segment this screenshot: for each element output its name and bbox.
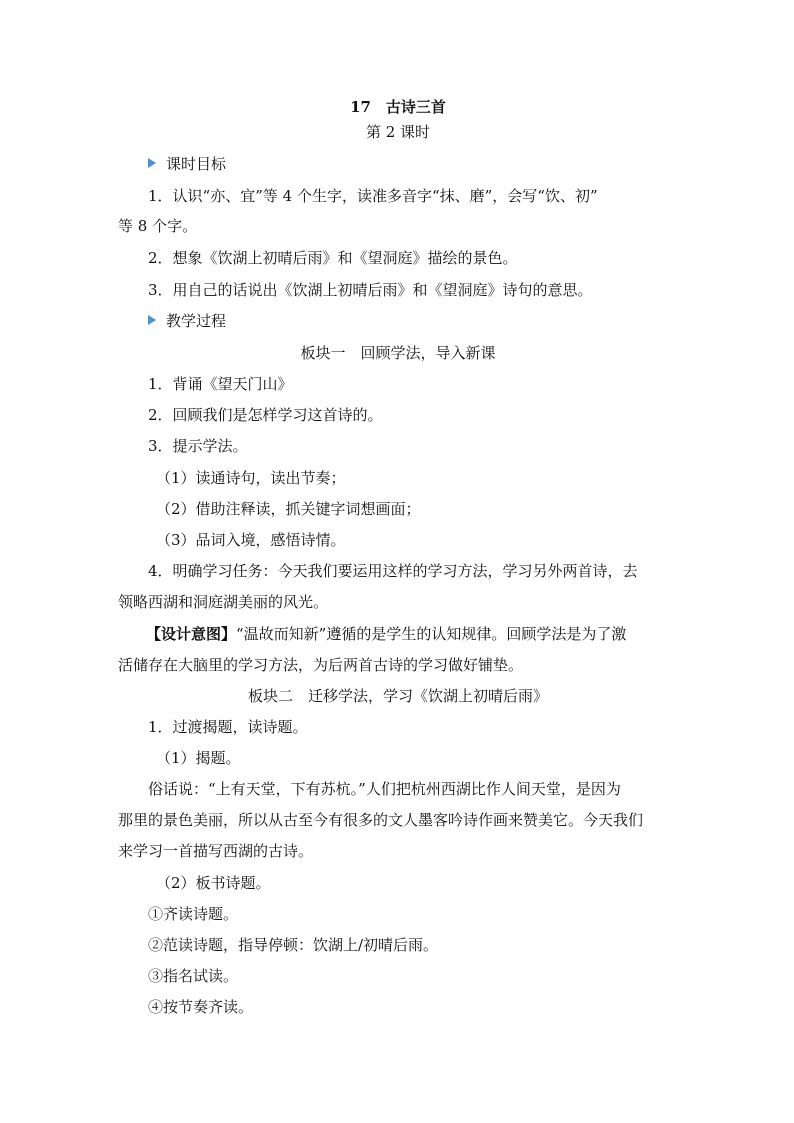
- block1-line: （2）借助注释读，抓关键字词想画面；: [156, 500, 421, 518]
- lesson-subtitle: 第 2 课时: [365, 123, 431, 141]
- triangle-bullet-icon: [148, 158, 156, 168]
- block2-paragraph-continued: 那里的景色美丽，所以从古至今有很多的文人墨客吟诗作画来赞美它。今天我们: [118, 811, 644, 829]
- block2-paragraph-continued: 来学习一首描写西湖的古诗。: [118, 842, 314, 860]
- process-heading: [148, 311, 708, 331]
- block2-line: （2）板书诗题。: [156, 874, 271, 892]
- design-intent-text: “温故而知新”遵循的是学生的认知规律。回顾学法是为了激: [236, 625, 627, 643]
- objective-item-continued: 等 8 个字。: [118, 217, 198, 235]
- objective-item: 1．认识“亦、宜”等 4 个生字，读准多音字“抹、磨”，会写“饮、初”: [148, 187, 598, 205]
- block1-line: （1）读通诗句，读出节奏；: [156, 469, 346, 487]
- block2-line: ④按节奏齐读。: [148, 998, 254, 1016]
- objectives-heading-text: 课时目标: [166, 155, 227, 173]
- block1-title: 板块一 回顾学法，导入新课: [300, 344, 496, 362]
- block2-line: ③指名试读。: [148, 967, 239, 985]
- block2-line: （1）揭题。: [156, 749, 241, 767]
- block1-line: 4．明确学习任务：今天我们要运用这样的学习方法，学习另外两首诗，去: [148, 562, 638, 580]
- objectives-heading: [148, 154, 708, 174]
- block2-line: ①齐读诗题。: [148, 905, 239, 923]
- triangle-bullet-icon: [148, 315, 156, 325]
- block2-line: 1．过渡揭题，读诗题。: [148, 718, 308, 736]
- design-intent: [146, 624, 706, 644]
- block2-line: ②范读诗题，指导停顿：饮湖上/初晴后雨。: [148, 936, 439, 954]
- block1-line: 2．回顾我们是怎样学习这首诗的。: [148, 406, 383, 424]
- block1-line-continued: 领略西湖和洞庭湖美丽的风光。: [118, 593, 329, 611]
- design-intent-continued: 活储存在大脑里的学习方法，为后两首古诗的学习做好铺垫。: [118, 656, 524, 674]
- block1-line: 1．背诵《望天门山》: [148, 375, 293, 393]
- design-intent-label: 【设计意图】: [146, 625, 237, 643]
- objective-item: 3．用自己的话说出《饮湖上初晴后雨》和《望洞庭》诗句的意思。: [148, 281, 593, 299]
- objective-item: 2．想象《饮湖上初晴后雨》和《望洞庭》描绘的景色。: [148, 249, 518, 267]
- process-heading-text: 教学过程: [166, 312, 227, 330]
- lesson-title: 17 古诗三首: [350, 98, 446, 116]
- block1-line: 3．提示学法。: [148, 437, 248, 455]
- block2-title: 板块二 迁移学法，学习《饮湖上初晴后雨》: [247, 687, 548, 705]
- block1-line: （3）品词入境，感悟诗情。: [156, 531, 346, 549]
- block2-paragraph: 俗话说：“上有天堂，下有苏杭。”人们把杭州西湖比作人间天堂，是因为: [148, 780, 621, 798]
